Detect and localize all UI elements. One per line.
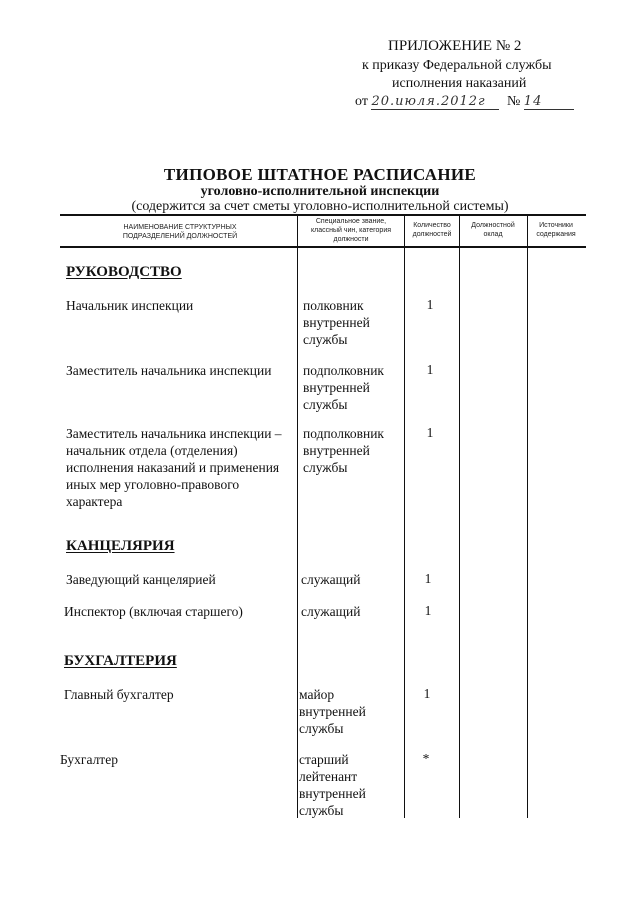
- order-line-2: исполнения наказаний: [392, 76, 527, 91]
- table-row-position: Главный бухгалтер: [64, 687, 174, 702]
- table-row-position: Бухгалтер: [60, 752, 118, 767]
- column-divider-4: [527, 214, 528, 818]
- date-label: от: [355, 94, 368, 109]
- column-header-name: НАИМЕНОВАНИЕ СТРУКТУРНЫХ ПОДРАЗДЕЛЕНИЙ ДОЛЖНОСТЕЙ: [122, 224, 238, 240]
- table-top-border: [60, 214, 586, 216]
- handwritten-date: 20.июля.2012г: [371, 94, 499, 110]
- document-title: ТИПОВОЕ ШТАТНОЕ РАСПИСАНИЕ: [163, 165, 477, 184]
- handwritten-number: 14: [524, 94, 574, 110]
- column-header-rank: Специальное звание, классный чин, категория должности: [310, 218, 392, 243]
- table-row-rank: служащий: [301, 572, 361, 587]
- section-title-office: КАНЦЕЛЯРИЯ: [66, 538, 175, 554]
- column-divider-3: [459, 214, 460, 818]
- document-subtitle: уголовно-исполнительной инспекции: [200, 184, 440, 199]
- column-header-source: Источники содержания: [536, 222, 576, 238]
- table-row-quantity: 1: [424, 603, 432, 618]
- table-row-position: Заместитель начальника инспекции: [66, 363, 272, 378]
- section-title-accounting: БУХГАЛТЕРИЯ: [64, 653, 177, 669]
- table-row-position: Заведующий канцелярией: [66, 572, 216, 587]
- section-title-management: РУКОВОДСТВО: [66, 264, 182, 280]
- table-row-quantity: 1: [426, 362, 434, 377]
- table-row-rank: полковник внутренней службы: [303, 298, 370, 347]
- table-row-rank: майор внутренней службы: [299, 687, 366, 736]
- number-label: №: [506, 94, 521, 109]
- table-row-quantity: 1: [424, 571, 432, 586]
- table-row-position: Инспектор (включая старшего): [64, 604, 243, 619]
- table-row-quantity: 1: [426, 297, 434, 312]
- column-header-salary: Должностной оклад: [471, 222, 515, 238]
- table-row-rank: служащий: [301, 604, 361, 619]
- column-divider-1: [297, 214, 298, 818]
- column-divider-2: [404, 214, 405, 818]
- attachment-label: ПРИЛОЖЕНИЕ № 2: [388, 38, 522, 54]
- table-row-rank: подполковник внутренней службы: [303, 426, 384, 475]
- table-row-position: Заместитель начальника инспекции – начальник отдела (отделения) исполнения наказаний и применения иных мер уголовно-правового характера: [66, 426, 282, 509]
- table-row-quantity: 1: [423, 686, 431, 701]
- table-row-quantity: 1: [426, 425, 434, 440]
- table-row-rank: старший лейтенант внутренней службы: [299, 752, 366, 818]
- order-line: к приказу Федеральной службы: [362, 58, 552, 73]
- table-header-bottom-border: [60, 246, 586, 248]
- table-row-rank: подполковник внутренней службы: [303, 363, 384, 412]
- table-row-quantity: *: [422, 751, 430, 766]
- document-funding-note: (содержится за счет сметы уголовно-исполнительной системы): [131, 199, 509, 214]
- table-row-position: Начальник инспекции: [66, 298, 194, 313]
- column-header-quantity: Количество должностей: [412, 222, 452, 238]
- date-number-row: [355, 94, 574, 110]
